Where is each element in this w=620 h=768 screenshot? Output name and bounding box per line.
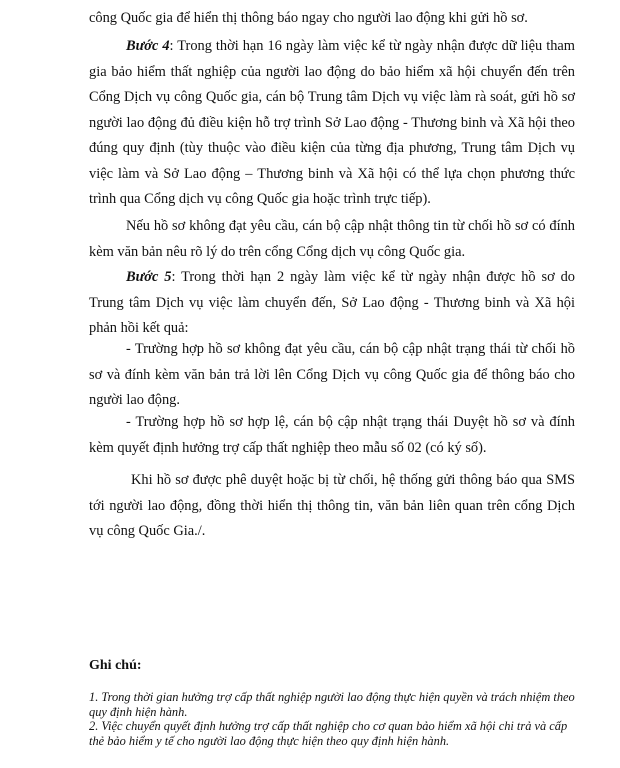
step-4-label: Bước 4 [126, 38, 170, 54]
paragraph-closing: Khi hồ sơ được phê duyệt hoặc bị từ chối, hệ thống gửi thông báo qua SMS tới người lao động, đồng thời hiển thị thông tin, văn bản liên quan trên cổng Dịch vụ công Quốc Gia./. [89, 472, 575, 539]
paragraph-step-4 [89, 34, 575, 213]
step-5-label: Bước 5 [126, 269, 172, 285]
bullet-rejected: - Trường hợp hồ sơ không đạt yêu cầu, cán bộ cập nhật trạng thái từ chối hồ sơ và đính kèm văn bản trả lời lên Cổng Dịch vụ công Quốc gia để thông báo cho người lao động. [89, 341, 575, 408]
step-4-text: : Trong thời hạn 16 ngày làm việc kể từ ngày nhận được dữ liệu tham gia bảo hiểm thất nghiệp của người lao động do bảo hiểm xã hội chuyển đến trên Cổng Dịch vụ công Quốc gia, cán bộ Trung tâm Dịch vụ việc làm rà soát, gửi hồ sơ người lao động đủ điều kiện hỗ trợ trình Sở Lao động - Thương binh và Xã hội theo đúng quy định (tùy thuộc vào điều kiện của từng địa phương, Trung tâm Dịch vụ việc làm và Sở Lao động – Thương binh và Xã hội có thể lựa chọn phương thức trình qua Cổng dịch vụ công Quốc gia hoặc trình trực tiếp). [89, 38, 576, 207]
notes-list [89, 690, 575, 748]
note-item-1: 1. Trong thời gian hưởng trợ cấp thất nghiệp người lao động thực hiện quyền và trách nhiệm theo quy định hiện hành. [89, 690, 575, 719]
paragraph-intro-end: công Quốc gia để hiển thị thông báo ngay cho người lao động khi gửi hồ sơ. [89, 10, 528, 26]
note-item-2: 2. Việc chuyển quyết định hưởng trợ cấp thất nghiệp cho cơ quan bảo hiểm xã hội chi trả và cấp thẻ bảo hiểm y tế cho người lao động thực hiện theo quy định hiện hành. [89, 719, 568, 748]
paragraph-reject-note: Nếu hồ sơ không đạt yêu cầu, cán bộ cập nhật thông tin từ chối hồ sơ có đính kèm văn bản nêu rõ lý do trên cổng Cổng dịch vụ công Quốc gia. [89, 218, 575, 260]
notes-title: Ghi chú: [89, 658, 142, 673]
step-5-text: : Trong thời hạn 2 ngày làm việc kể từ ngày nhận được hồ sơ do Trung tâm Dịch vụ việc làm chuyển đến, Sở Lao động - Thương binh và Xã hội phản hồi kết quả: [89, 269, 575, 336]
paragraph-step-5 [89, 265, 575, 342]
bullet-approved: - Trường hợp hồ sơ hợp lệ, cán bộ cập nhật trạng thái Duyệt hồ sơ và đính kèm quyết định hưởng trợ cấp thất nghiệp theo mẫu số 02 (có ký số). [89, 414, 575, 456]
